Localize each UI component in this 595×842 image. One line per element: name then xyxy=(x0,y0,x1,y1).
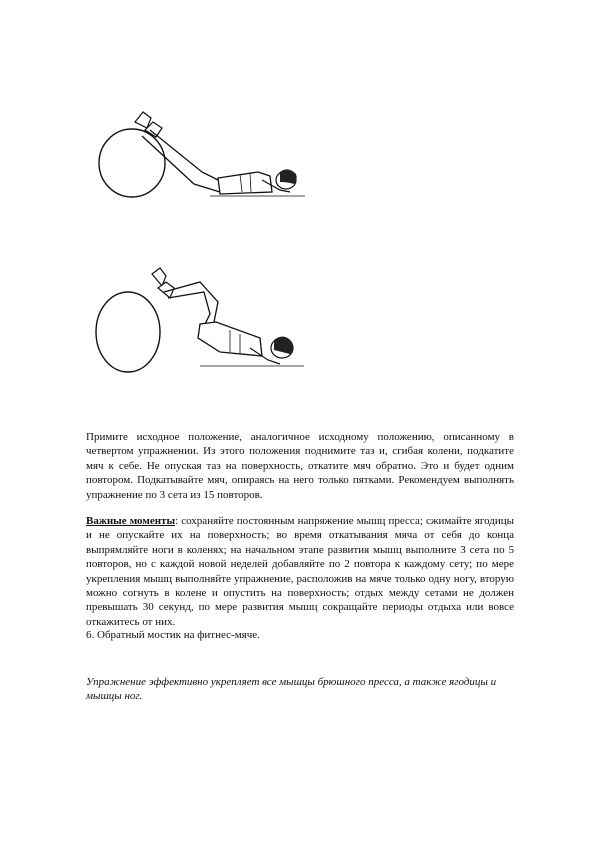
paragraph-important-points xyxy=(86,514,514,629)
paragraph-instructions-text: Примите исходное положение, аналогичное исходному положению, описанному в четвертом упражнении. Из этого положения поднимите таз и, сгибая колени, подкатите мяч к себе. Не опуская таз на поверхность, откатите мяч обратно. Это и будет одним повтором. Подкатывайте мяч, опираясь на него только пятками. Рекомендуем выполнять упражнение по 3 сета из 15 повторов. xyxy=(86,431,514,501)
important-points-text: : сохраняйте постоянным напряжение мышц пресса; сжимайте ягодицы и не опускайте их на поверхность; во время откатывания мяча от себя до конца выпрямляйте ноги в коленях; на начальном этапе развития мышц выполните 3 сета по 5 повторов, но с каждой новой неделей добавляйте по 2 повтора к каждому сету; по мере укрепления мышц выполняйте упражнение, расположив на мяче только одну ногу, вторую можно согнуть в колене и опустить на поверхность; отдых между сетами не должен превышать 30 секунд, по мере развития мышц сокращайте периоды отдыха или вовсе откажитесь от них. xyxy=(86,515,515,628)
important-points-label: Важные моменты xyxy=(86,515,176,527)
exercise-6-heading: 6. Обратный мостик на фитнес-мяче. xyxy=(86,629,260,641)
exercise-ball-knees-bent-illustration xyxy=(90,262,320,382)
italic-note: Упражнение эффективно укрепляет все мышцы брюшного пресса, а также ягодицы и мышцы ног. xyxy=(86,676,497,703)
figure-2-drawing xyxy=(90,262,320,382)
figure-1-drawing xyxy=(90,100,320,210)
exercise-ball-legs-raised-illustration xyxy=(90,100,320,210)
paragraph-instructions xyxy=(86,430,514,502)
